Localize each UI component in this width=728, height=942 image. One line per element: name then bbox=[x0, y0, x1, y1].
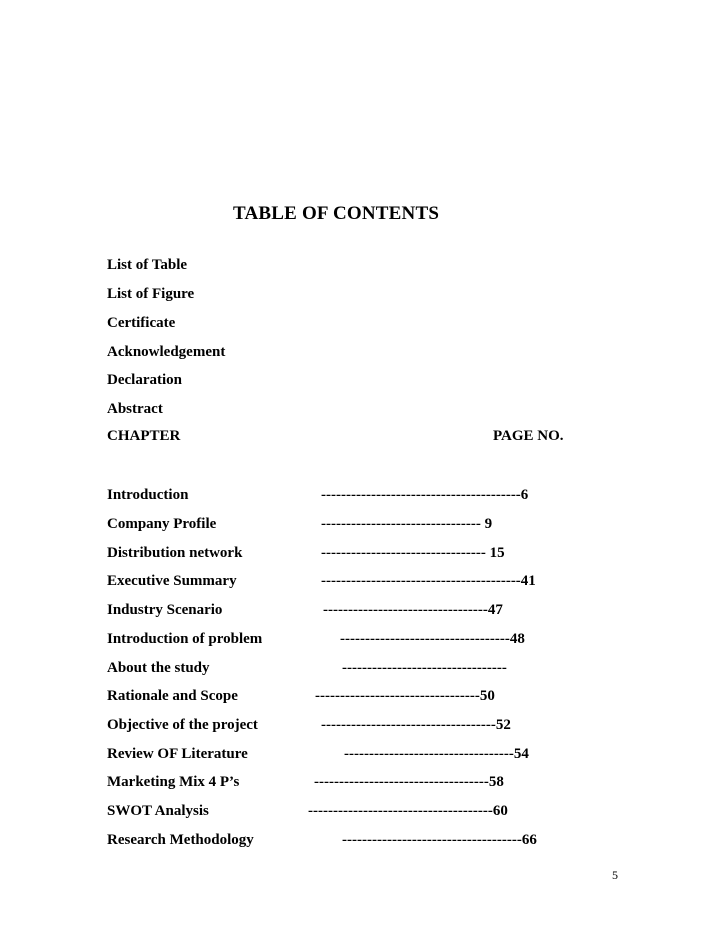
page-number: 5 bbox=[612, 868, 618, 882]
toc-entry-leader: ----------------------------------54 bbox=[344, 746, 529, 762]
toc-entry-label: Executive Summary bbox=[107, 573, 237, 589]
toc-entry-label: About the study bbox=[107, 660, 210, 676]
toc-entry-leader: -----------------------------------58 bbox=[314, 774, 504, 790]
toc-entry-label: Introduction of problem bbox=[107, 631, 263, 647]
toc-entry-leader: --------------------------------- bbox=[342, 660, 507, 676]
toc-entry-label: SWOT Analysis bbox=[107, 803, 209, 819]
toc-entry-label: Objective of the project bbox=[107, 717, 258, 733]
front-matter-item: Declaration bbox=[107, 372, 182, 388]
toc-entry-leader: ----------------------------------------6 bbox=[321, 487, 529, 503]
toc-entry-label: Review OF Literature bbox=[107, 746, 248, 762]
front-matter-item: Acknowledgement bbox=[107, 344, 226, 360]
toc-entry-leader: --------------------------------- 15 bbox=[321, 545, 505, 561]
toc-entry-leader: ---------------------------------50 bbox=[315, 688, 495, 704]
toc-entry-leader: -------------------------------- 9 bbox=[321, 516, 493, 532]
toc-entry-label: Introduction bbox=[107, 487, 189, 503]
page-no-column-header: PAGE NO. bbox=[493, 428, 564, 444]
toc-entry-leader: ----------------------------------------41 bbox=[321, 573, 536, 589]
toc-entry-leader: -----------------------------------52 bbox=[321, 717, 511, 733]
toc-entry-label: Research Methodology bbox=[107, 832, 254, 848]
front-matter-item: Abstract bbox=[107, 401, 163, 417]
toc-entry-leader: -------------------------------------60 bbox=[308, 803, 508, 819]
front-matter-item: List of Table bbox=[107, 257, 188, 273]
chapter-column-header: CHAPTER bbox=[107, 428, 181, 444]
front-matter-item: List of Figure bbox=[107, 286, 195, 302]
page-title: TABLE OF CONTENTS bbox=[233, 203, 440, 224]
front-matter-item: Certificate bbox=[107, 315, 176, 331]
toc-entry-leader: ----------------------------------48 bbox=[340, 631, 525, 647]
toc-entry-label: Distribution network bbox=[107, 545, 243, 561]
toc-entry-label: Rationale and Scope bbox=[107, 688, 238, 704]
toc-entry-label: Company Profile bbox=[107, 516, 217, 532]
toc-entry-label: Industry Scenario bbox=[107, 602, 223, 618]
toc-entry-leader: ---------------------------------47 bbox=[323, 602, 503, 618]
toc-entry-label: Marketing Mix 4 P’s bbox=[107, 774, 240, 790]
toc-entry-leader: ------------------------------------66 bbox=[342, 832, 537, 848]
